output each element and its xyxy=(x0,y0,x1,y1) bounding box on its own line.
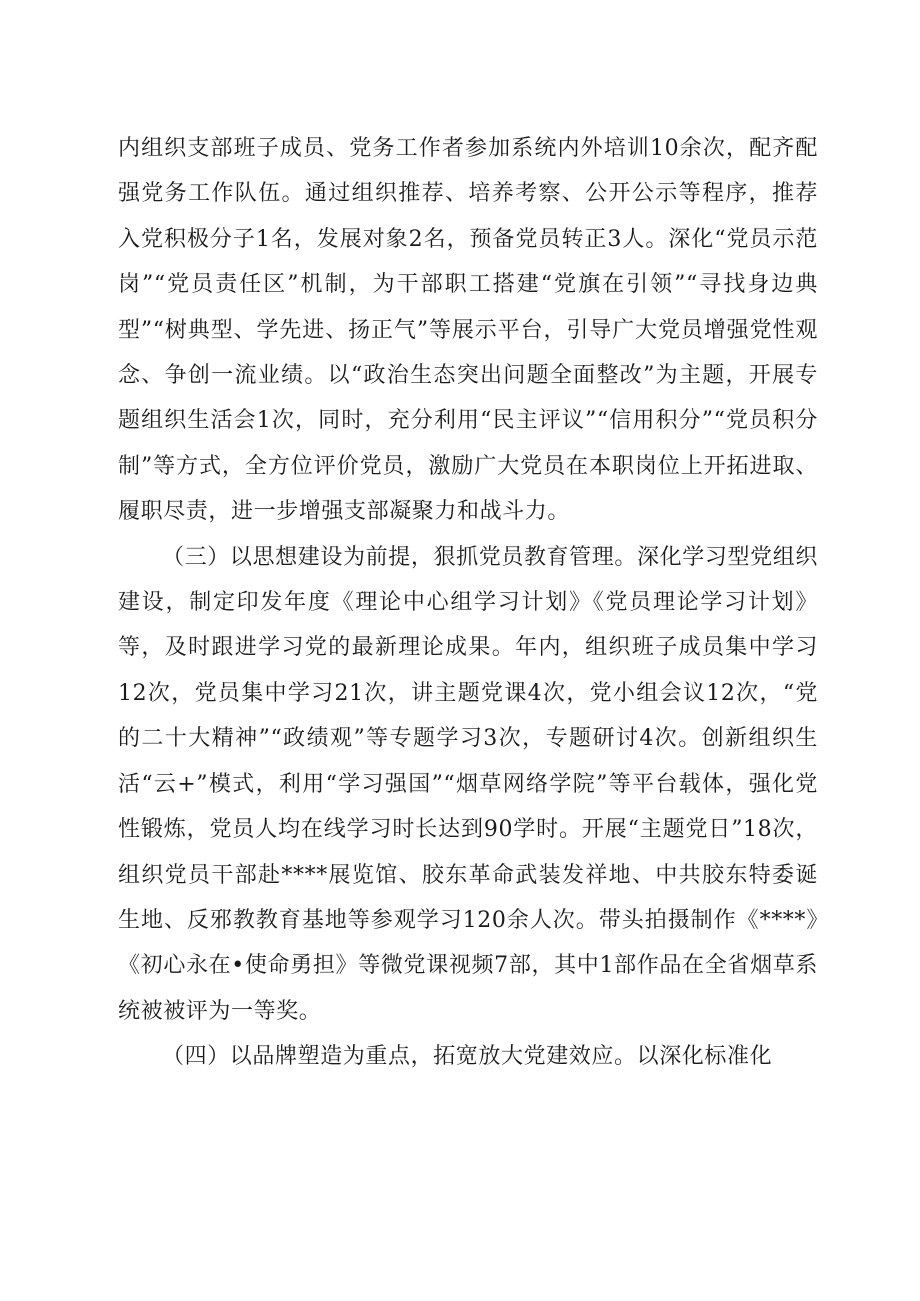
paragraph-ideological-education: （三）以思想建设为前提，狠抓党员教育管理。深化学习型党组织建设，制定印发年度《理论中心组学习计划》《党员理论学习计划》等，及时跟进学习党的最新理论成果。年内，组织班子成员集中学习12次，党员集中学习21次，讲主题党课4次，党小组会议12次，“党的二十大精神”“政绩观”等专题学习3次，专题研讨4次。创新组织生活“云+”模式，利用“学习强国”“烟草网络学院”等平台载体，强化党性锻炼，党员人均在线学习时长达到90学时。开展“主题党日”18次，组织党员干部赴****展览馆、胶东革命武装发祥地、中共胶东特委诞生地、反邪教教育基地等参观学习120余人次。带头拍摄制作《****》《初心永在•使命勇担》等微党课视频7部，其中1部作品在全省烟草系统被被评为一等奖。 xyxy=(118,544,818,1024)
paragraph-party-team-building: 内组织支部班子成员、党务工作者参加系统内外培训10余次，配齐配强党务工作队伍。通过组织推荐、培养考察、公开公示等程序，推荐入党积极分子1名，发展对象2名，预备党员转正3人。深化“党员示范岗”“党员责任区”机制，为干部职工搭建“党旗在引领”“寻找身边典型”“树典型、学先进、扬正气”等展示平台，引导广大党员增强党性观念、争创一流业绩。以“政治生态突出问题全面整改”为主题，开展专题组织生活会1次，同时，充分利用“民主评议”“信用积分”“党员积分制”等方式，全方位评价党员，激励广大党员在本职岗位上开拓进取、履职尽责，进一步增强支部凝聚力和战斗力。 xyxy=(118,136,818,525)
paragraph-brand-building: （四）以品牌塑造为重点，拓宽放大党建效应。以深化标准化 xyxy=(162,1044,773,1070)
document-body xyxy=(118,126,818,1080)
